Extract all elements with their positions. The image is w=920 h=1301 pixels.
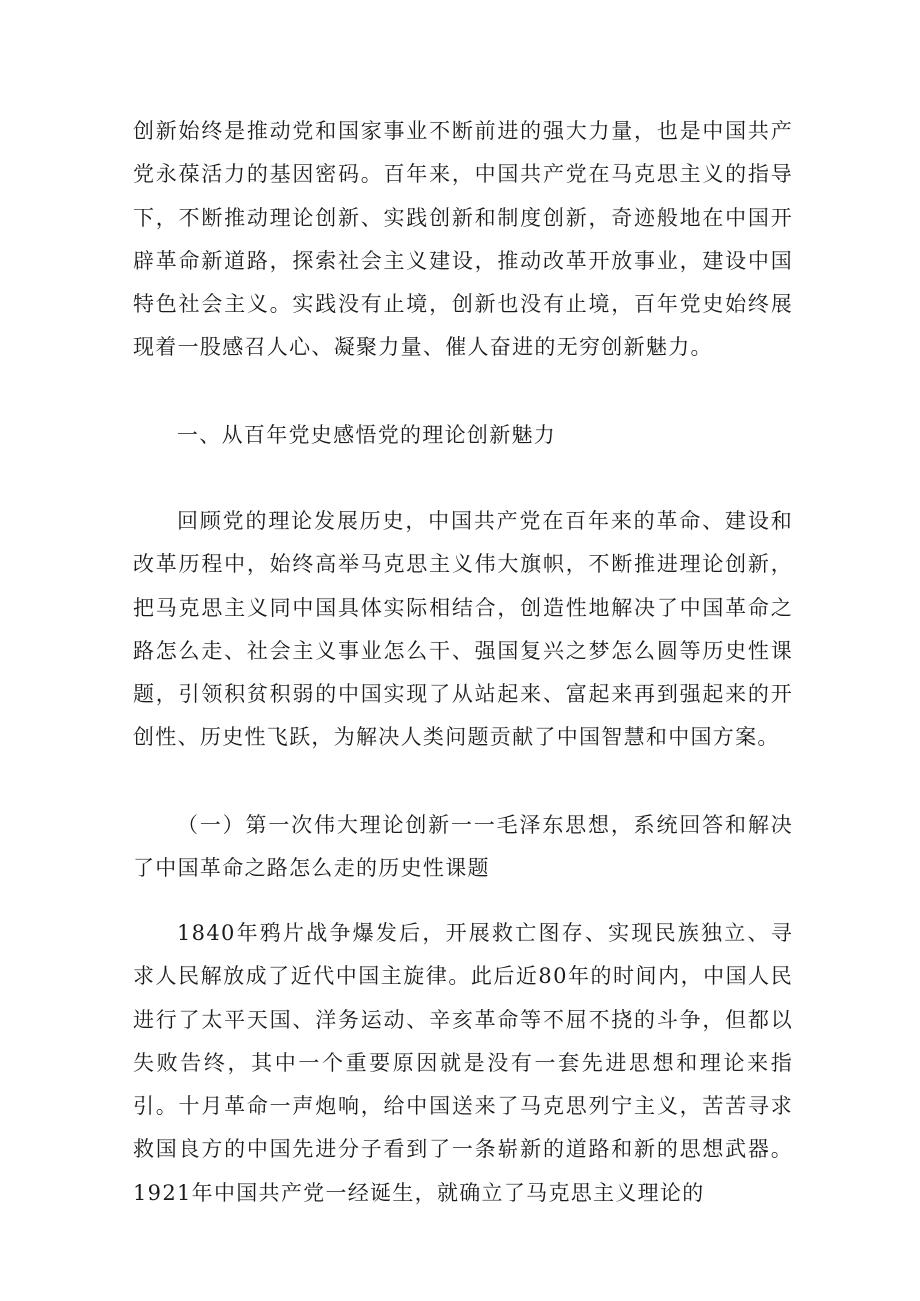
section-heading-1: 一、从百年党史感悟党的理论创新魅力	[177, 423, 557, 447]
subsection-heading-1: （一）第一次伟大理论创新一一毛泽东思想，系统回答和解决了中国革命之路怎么走的历史性课题	[133, 813, 793, 881]
section-paragraph-1: 回顾党的理论发展历史，中国共产党在百年来的革命、建设和改革历程中，始终高举马克思主义伟大旗帜，不断推进理论创新，把马克思主义同中国具体实际相结合，创造性地解决了中国革命之路怎么走、社会主义事业怎么干、强国复兴之梦怎么圆等历史性课题，引领积贫积弱的中国实现了从站起来、富起来再到强起来的开创性、历史性飞跃，为解决人类问题贡献了中国智慧和中国方案。	[133, 509, 793, 750]
subsection-paragraph-1: 1840年鸦片战争爆发后，开展救亡图存、实现民族独立、寻求人民解放成了近代中国主旋律。此后近80年的时间内，中国人民进行了太平天国、洋务运动、辛亥革命等不屈不挠的斗争，但都以失败告终，其中一个重要原因就是没有一套先进思想和理论来指引。十月革命一声炮响，给中国送来了马克思列宁主义，苦苦寻求救国良方的中国先进分子看到了一条崭新的道路和新的思想武器。1921年中国共产党一经诞生，就确立了马克思主义理论的	[133, 921, 793, 1205]
intro-paragraph: 创新始终是推动党和国家事业不断前进的强大力量，也是中国共产党永葆活力的基因密码。百年来，中国共产党在马克思主义的指导下，不断推动理论创新、实践创新和制度创新，奇迹般地在中国开辟革命新道路，探索社会主义建设，推动改革开放事业，建设中国特色社会主义。实践没有止境，创新也没有止境，百年党史始终展现着一股感召人心、凝聚力量、催人奋进的无穷创新魅力。	[133, 119, 793, 360]
